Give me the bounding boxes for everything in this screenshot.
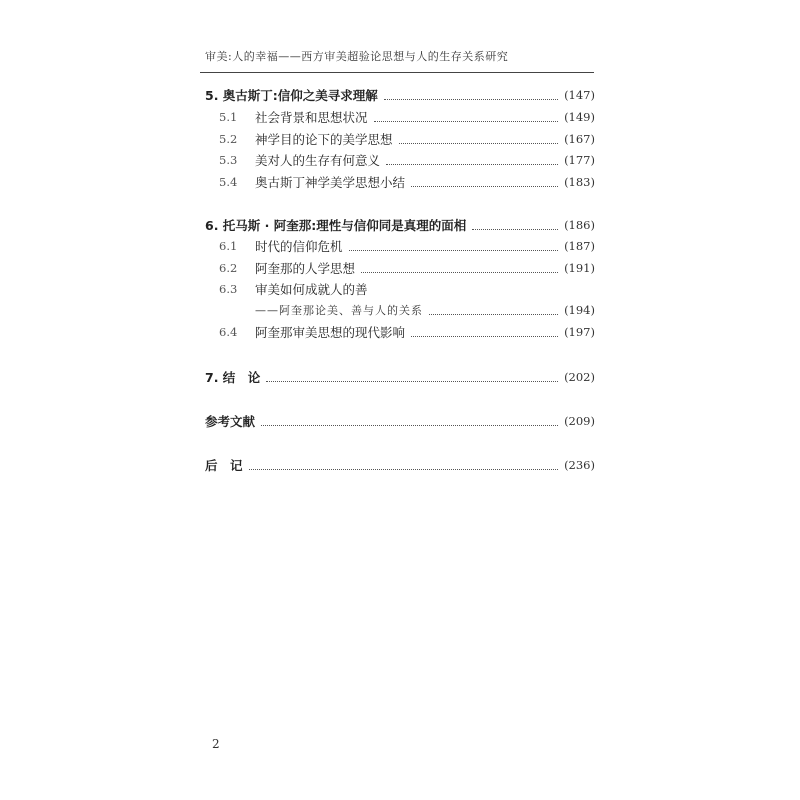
section-number: 6.2 [219,261,238,275]
page-number: 2 [212,737,220,751]
toc-chapter-7[interactable] [205,367,595,387]
dot-leader [249,461,559,470]
toc-page: (209) [564,414,595,428]
toc-section-5-4[interactable] [205,172,595,192]
toc-page: (183) [564,175,595,189]
toc-page: (177) [564,153,595,167]
toc-chapter-5[interactable] [205,85,595,105]
toc-title: 社会背景和思想状况 [255,110,368,125]
toc-page: (147) [564,88,595,102]
toc-title: 6. 托马斯 · 阿奎那:理性与信仰同是真理的面相 [205,218,467,233]
dot-leader [472,221,558,230]
section-number: 5.1 [219,110,238,124]
toc-title: 时代的信仰危机 [255,239,343,254]
section-number: 6.3 [219,282,238,296]
running-header: 审美:人的幸福——西方审美超验论思想与人的生存关系研究 [205,50,509,63]
toc-title: 5. 奥古斯丁:信仰之美寻求理解 [205,88,378,103]
dot-leader [429,306,558,315]
toc-title: 神学目的论下的美学思想 [255,132,393,147]
toc-page: (191) [564,261,595,275]
toc-page: (187) [564,239,595,253]
toc-title: 参考文献 [205,414,256,429]
section-number: 5.3 [219,153,238,167]
section-number: 6.4 [219,325,238,339]
toc-title: 后 记 [205,458,243,473]
toc-page: (236) [564,458,595,472]
toc-title: 阿奎那审美思想的现代影响 [255,325,406,340]
toc-page: (167) [564,132,595,146]
dot-leader [384,91,558,100]
dot-leader [386,156,558,165]
section-number: 6.1 [219,239,238,253]
toc-title: 审美如何成就人的善 [255,282,368,297]
toc-references[interactable] [205,411,595,431]
header-rule [200,72,594,73]
toc-page: (149) [564,110,595,124]
dot-leader [261,417,558,426]
toc-page: (202) [564,370,595,384]
toc-section-6-3[interactable] [205,279,595,299]
dot-leader [399,135,559,144]
toc-chapter-6[interactable] [205,215,595,235]
toc-subtitle: ——阿奎那论美、善与人的关系 [255,304,423,317]
toc-section-6-2[interactable] [205,258,595,278]
toc-page: (186) [564,218,595,232]
dot-leader [266,373,558,382]
section-number: 5.4 [219,175,238,189]
toc-section-5-1[interactable] [205,107,595,127]
toc-title: 7. 结 论 [205,370,261,385]
toc-title: 奥古斯丁神学美学思想小结 [255,175,406,190]
toc-postscript[interactable] [205,455,595,475]
section-number: 5.2 [219,132,238,146]
toc-section-6-4[interactable] [205,322,595,342]
dot-leader [349,242,559,251]
dot-leader [411,328,558,337]
toc-section-5-3[interactable] [205,150,595,170]
toc-title: 美对人的生存有何意义 [255,153,381,168]
toc-section-6-3-subtitle[interactable] [205,300,595,320]
dot-leader [374,113,559,122]
toc-page: (197) [564,325,595,339]
toc-section-6-1[interactable] [205,236,595,256]
toc-title: 阿奎那的人学思想 [255,261,356,276]
toc-page: (194) [564,303,595,317]
dot-leader [411,178,558,187]
dot-leader [361,264,558,273]
toc-section-5-2[interactable] [205,129,595,149]
